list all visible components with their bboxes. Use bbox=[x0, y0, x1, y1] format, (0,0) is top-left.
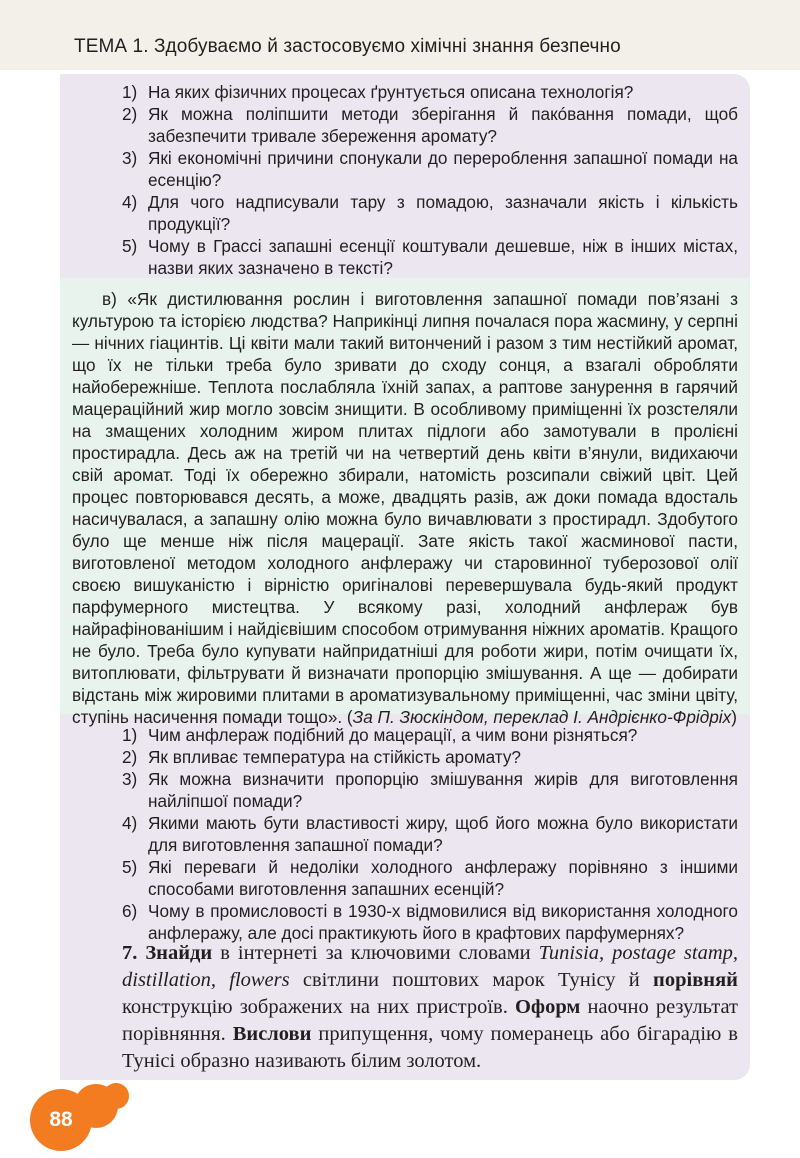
quote-source: За П. Зюскіндом, переклад І. Андрієнко-Фрідріх bbox=[352, 707, 732, 727]
question-item: 1) Чим анфлераж подібний до мацерації, а чим вони різняться? bbox=[122, 725, 638, 745]
page-number: 88 bbox=[49, 1108, 73, 1131]
question-item: 2) Як впливає температура на стійкість аромату? bbox=[122, 747, 521, 767]
question-item: 6) Чому в промисловості в 1930-х відмовилися від використання холодного анфлеражу, але досі практикують його в крафтових парфумернях? bbox=[122, 901, 738, 943]
question-list-2 bbox=[122, 724, 738, 944]
question-item: 5) Які переваги й недоліки холодного анфлеражу порівняно з іншими способами виготовлення запашних есенцій? bbox=[122, 857, 738, 899]
quote-paragraph: в) «Як дистилювання рослин і виготовлення запашної помади пов’язані з культурою та історією людства? Наприкінці липня почалася пора жасмину, у серпні — нічних гіацинтів. Ці квіти мали такий витончений і разом з тим нестійкий аромат, що їх не тільки треба було зривати до сходу сонця, а взагалі обробляти найобережніше. Теплота послабляла їхній запах, а раптове занурення в гарячий мацераційний жир могло зовсім знищити. В особливому приміщенні їх розстеляли на змащених холодним жиром плитах підлоги або замотували в пролієні простирадла. Десь аж на третій чи на четвертий день квіти в’янули, видихаючи свій аромат. Тоді їх обережно збирали, натомість розсипали свіжий цвіт. Цей процес повторювався десять, а може, двадцять разів, аж доки помада вдосталь насичувалася, а запашну олію можна було вичавлювати з простирадл. Здобутого було ще менше ніж після мацерації. Зате якість такої жасминової пасти, виготовленої методом холодного анфлеражу чи старовинної туберозової олії своєю вишуканістю і вірністю оригіналові перевершувала будь-який продукт парфумерного мистецтва. У всякому разі, холодний анфлераж був найрафінованішим і найдієвішим способом отримування ніжних ароматів. Кращого не було. Треба було купувати найпридатніші для роботи жири, потім очищати їх, витоплювати, фільтрувати й визначати пропорцію змішування. А ще — добирати відстань між жировими плитами в ароматизувальному приміщенні, час зміни цвіту, ступінь насичення помади тощо». (За П. Зюскіндом, переклад І. Андрієнко-Фрідріх) bbox=[72, 289, 738, 727]
question-item: 4) Якими мають бути властивості жиру, щоб його можна було використати для виготовлення запашної помади? bbox=[122, 813, 738, 855]
question-item: 5) Чому в Грассі запашні есенції коштували дешевше, ніж в інших містах, назви яких зазначено в тексті? bbox=[122, 236, 738, 278]
page-header-title: ТЕМА 1. Здобуваємо й застосовуємо хімічні знання безпечно bbox=[74, 36, 621, 57]
task-7: 7. Знайди в інтернеті за ключовими словами Tunisia, postage stamp, distillation, flowers світлини поштових марок Тунісу й порівняй конструкцію зображених на них пристроїв. Оформ наочно результат порівняння. Вислови припущення, чому померанець або бігарадію в Тунісі образно називають білим золотом. bbox=[122, 942, 738, 1072]
question-item: 3) Які економічні причини спонукали до перероблення запашної помади на есенцію? bbox=[122, 148, 738, 190]
question-item: 1) На яких фізичних процесах ґрунтується описана технологія? bbox=[122, 82, 634, 102]
question-item: 3) Як можна визначити пропорцію змішування жирів для виготовлення найліпшої помади? bbox=[122, 769, 738, 811]
question-item: 4) Для чого надписували тару з помадою, зазначали якість і кількість продукції? bbox=[122, 192, 738, 234]
question-item: 2) Як можна поліпшити методи зберігання й пакóвання помади, щоб забезпечити тривале збереження аромату? bbox=[122, 104, 738, 146]
quote-body: в) «Як дистилювання рослин і виготовлення запашної помади пов’язані з культурою та історією людства? Наприкінці липня почалася пора жасмину, у серпні — нічних гіацинтів. Ці квіти мали такий витончений і разом з тим нестійкий аромат, що їх не тільки треба було зривати до сходу сонця, а взагалі обробляти найобережніше. Теплота послабляла їхній запах, а раптове занурення в гарячий мацераційний жир могло зовсім знищити. В особливому приміщенні їх розстеляли на змащених холодним жиром плитах підлоги або замотували в пролієні простирадла. Десь аж на третій чи на четвертий день квіти в’янули, видихаючи свій аромат. Тоді їх обережно збирали, натомість розсипали свіжий цвіт. Цей процес повторювався десять, а може, двадцять разів, аж доки помада вдосталь насичувалася, а запашну олію можна було вичавлювати з простирадл. Здобутого було ще менше ніж після мацерації. Зате якість такої жасминової пасти, виготовленої методом холодного анфлеражу чи старовинної туберозової олії своєю вишуканістю і вірністю оригіналові перевершувала будь-який продукт парфумерного мистецтва. У всякому разі, холодний анфлераж був найрафінованішим і найдієвішим способом отримування ніжних ароматів. Кращого не було. Треба було купувати найпридатніші для роботи жири, потім очищати їх, витоплювати, фільтрувати й визначати пропорцію змішування. А ще — добирати відстань між жировими плитами в ароматизувальному приміщенні, час зміни цвіту, ступінь насичення помади тощо». bbox=[72, 289, 738, 727]
task-keywords: Tunisia, postage stamp, distillation, flowers bbox=[122, 942, 738, 991]
question-list-1 bbox=[122, 81, 738, 279]
task-number: 7. bbox=[122, 942, 138, 964]
page-header bbox=[0, 0, 800, 70]
